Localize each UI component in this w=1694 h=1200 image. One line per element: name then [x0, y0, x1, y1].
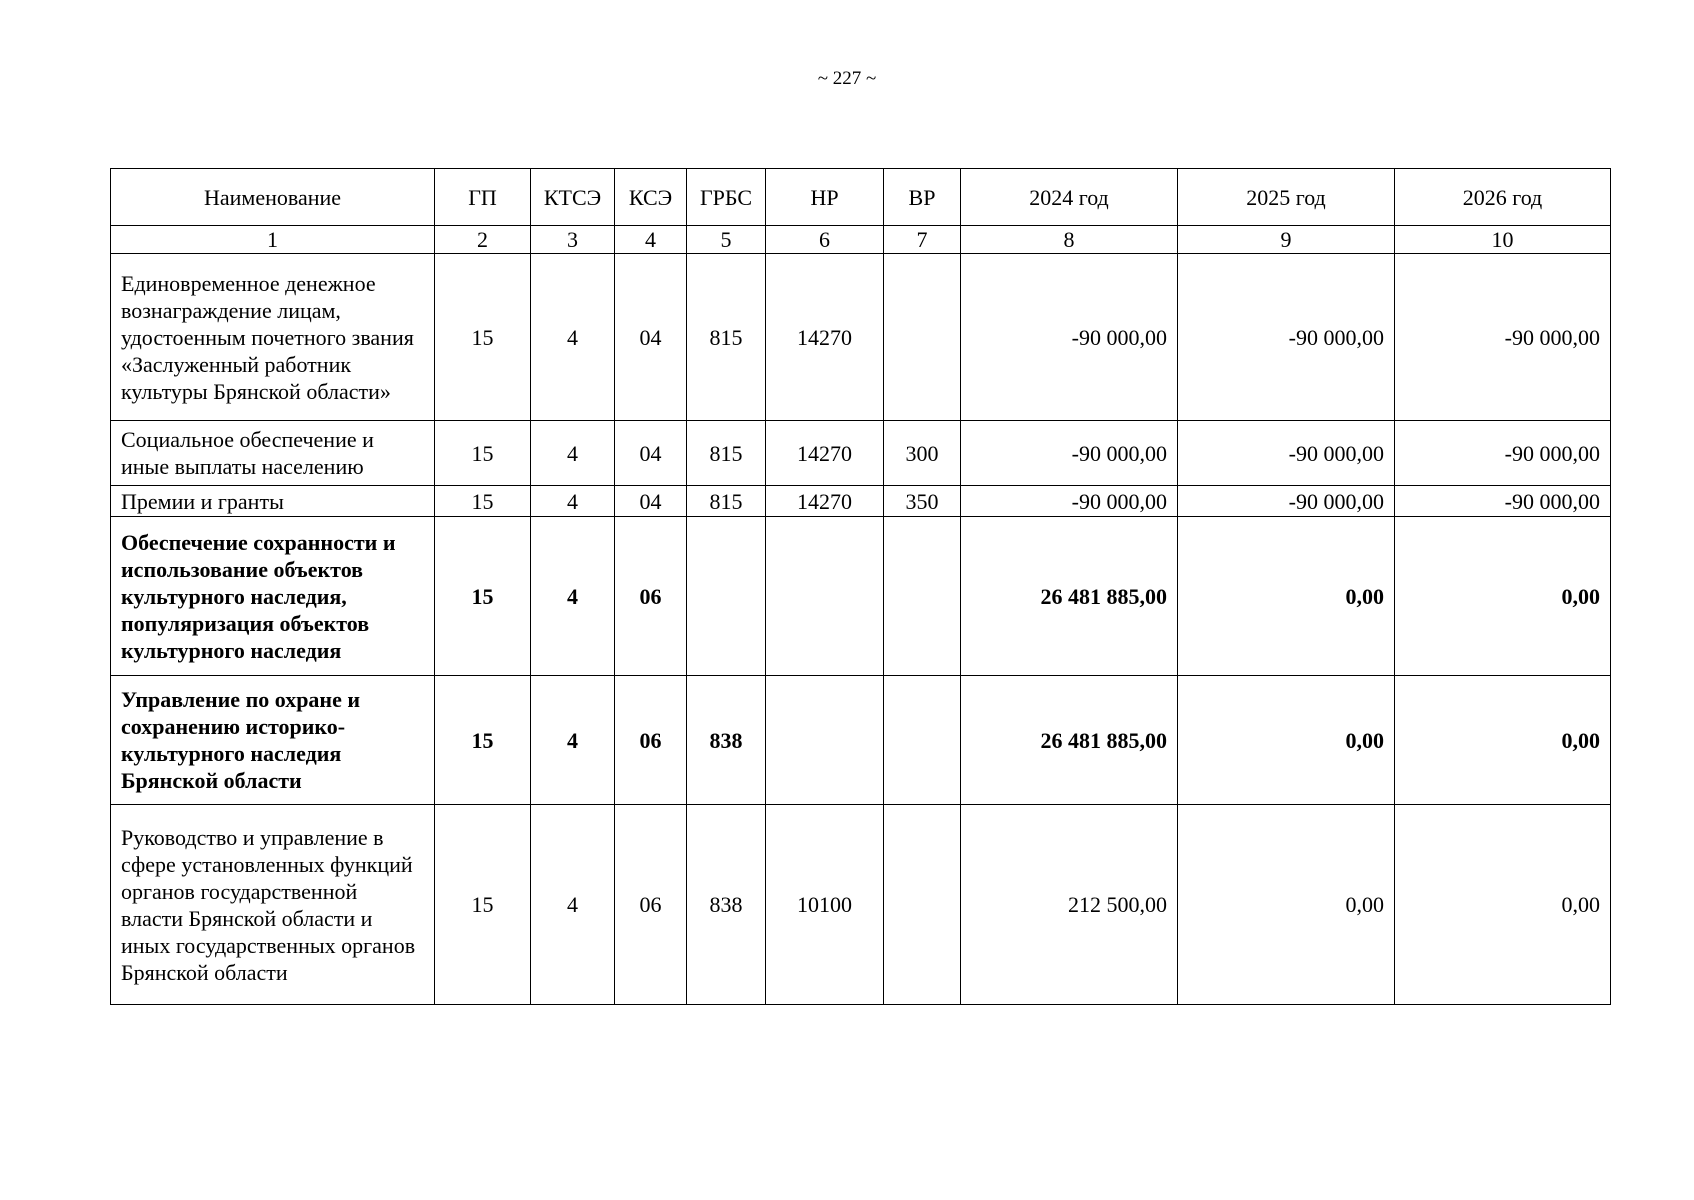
column-number: 5: [687, 226, 766, 254]
row-name: Премии и гранты: [111, 486, 435, 517]
row-2026: 0,00: [1395, 676, 1611, 805]
row-2025: -90 000,00: [1178, 486, 1395, 517]
row-2026: 0,00: [1395, 517, 1611, 676]
row-2024: -90 000,00: [961, 254, 1178, 421]
header-gp: ГП: [435, 169, 531, 226]
row-name: Единовременное денежное вознаграждение лицам, удостоенным почетного звания «Заслуженный работник культуры Брянской области»: [111, 254, 435, 421]
row-name: Руководство и управление в сфере установленных функций органов государственной власти Брянской области и иных государственных органов Брянской области: [111, 805, 435, 1005]
row-kse: 06: [615, 676, 687, 805]
row-2025: -90 000,00: [1178, 421, 1395, 486]
table-row: [111, 517, 1611, 676]
row-2024: -90 000,00: [961, 486, 1178, 517]
row-vr: 350: [884, 486, 961, 517]
row-ktse: 4: [531, 676, 615, 805]
row-gp: 15: [435, 676, 531, 805]
row-gp: 15: [435, 254, 531, 421]
row-2025: 0,00: [1178, 805, 1395, 1005]
header-vr: ВР: [884, 169, 961, 226]
row-kse: 04: [615, 486, 687, 517]
column-number: 9: [1178, 226, 1395, 254]
row-vr: [884, 676, 961, 805]
column-number: 3: [531, 226, 615, 254]
header-kse: КСЭ: [615, 169, 687, 226]
row-name: Социальное обеспечение и иные выплаты населению: [111, 421, 435, 486]
row-kse: 04: [615, 254, 687, 421]
header-2026: 2026 год: [1395, 169, 1611, 226]
budget-table: [110, 168, 1611, 1005]
table-row: [111, 676, 1611, 805]
row-nr: [766, 517, 884, 676]
row-2026: -90 000,00: [1395, 421, 1611, 486]
table-row: [111, 486, 1611, 517]
row-nr: [766, 676, 884, 805]
header-2024: 2024 год: [961, 169, 1178, 226]
row-nr: 10100: [766, 805, 884, 1005]
row-kse: 06: [615, 517, 687, 676]
row-grbs: 815: [687, 421, 766, 486]
row-grbs: 838: [687, 676, 766, 805]
header-ktse: КТСЭ: [531, 169, 615, 226]
row-kse: 04: [615, 421, 687, 486]
row-nr: 14270: [766, 486, 884, 517]
row-vr: [884, 805, 961, 1005]
header-row: [111, 169, 1611, 226]
row-2024: 26 481 885,00: [961, 517, 1178, 676]
column-number: 7: [884, 226, 961, 254]
column-number-row: [111, 226, 1611, 254]
column-number: 8: [961, 226, 1178, 254]
row-2024: 26 481 885,00: [961, 676, 1178, 805]
row-grbs: 838: [687, 805, 766, 1005]
row-ktse: 4: [531, 254, 615, 421]
row-2026: -90 000,00: [1395, 486, 1611, 517]
row-name: Обеспечение сохранности и использование объектов культурного наследия, популяризация объектов культурного наследия: [111, 517, 435, 676]
row-vr: [884, 254, 961, 421]
header-name: Наименование: [111, 169, 435, 226]
row-2024: 212 500,00: [961, 805, 1178, 1005]
row-gp: 15: [435, 517, 531, 676]
row-2026: -90 000,00: [1395, 254, 1611, 421]
row-vr: [884, 517, 961, 676]
column-number: 10: [1395, 226, 1611, 254]
header-grbs: ГРБС: [687, 169, 766, 226]
row-gp: 15: [435, 421, 531, 486]
row-grbs: [687, 517, 766, 676]
row-ktse: 4: [531, 517, 615, 676]
header-2025: 2025 год: [1178, 169, 1395, 226]
column-number: 6: [766, 226, 884, 254]
row-ktse: 4: [531, 421, 615, 486]
table-row: [111, 254, 1611, 421]
row-name: Управление по охране и сохранению историко-культурного наследия Брянской области: [111, 676, 435, 805]
column-number: 4: [615, 226, 687, 254]
row-nr: 14270: [766, 421, 884, 486]
column-number: 2: [435, 226, 531, 254]
row-kse: 06: [615, 805, 687, 1005]
row-2025: 0,00: [1178, 517, 1395, 676]
page-number: ~ 227 ~: [817, 68, 877, 89]
row-2025: -90 000,00: [1178, 254, 1395, 421]
row-nr: 14270: [766, 254, 884, 421]
column-number: 1: [111, 226, 435, 254]
row-2024: -90 000,00: [961, 421, 1178, 486]
header-nr: НР: [766, 169, 884, 226]
row-2025: 0,00: [1178, 676, 1395, 805]
row-gp: 15: [435, 805, 531, 1005]
row-ktse: 4: [531, 486, 615, 517]
row-gp: 15: [435, 486, 531, 517]
row-grbs: 815: [687, 254, 766, 421]
table-row: [111, 421, 1611, 486]
row-vr: 300: [884, 421, 961, 486]
row-ktse: 4: [531, 805, 615, 1005]
row-grbs: 815: [687, 486, 766, 517]
table-row: [111, 805, 1611, 1005]
row-2026: 0,00: [1395, 805, 1611, 1005]
